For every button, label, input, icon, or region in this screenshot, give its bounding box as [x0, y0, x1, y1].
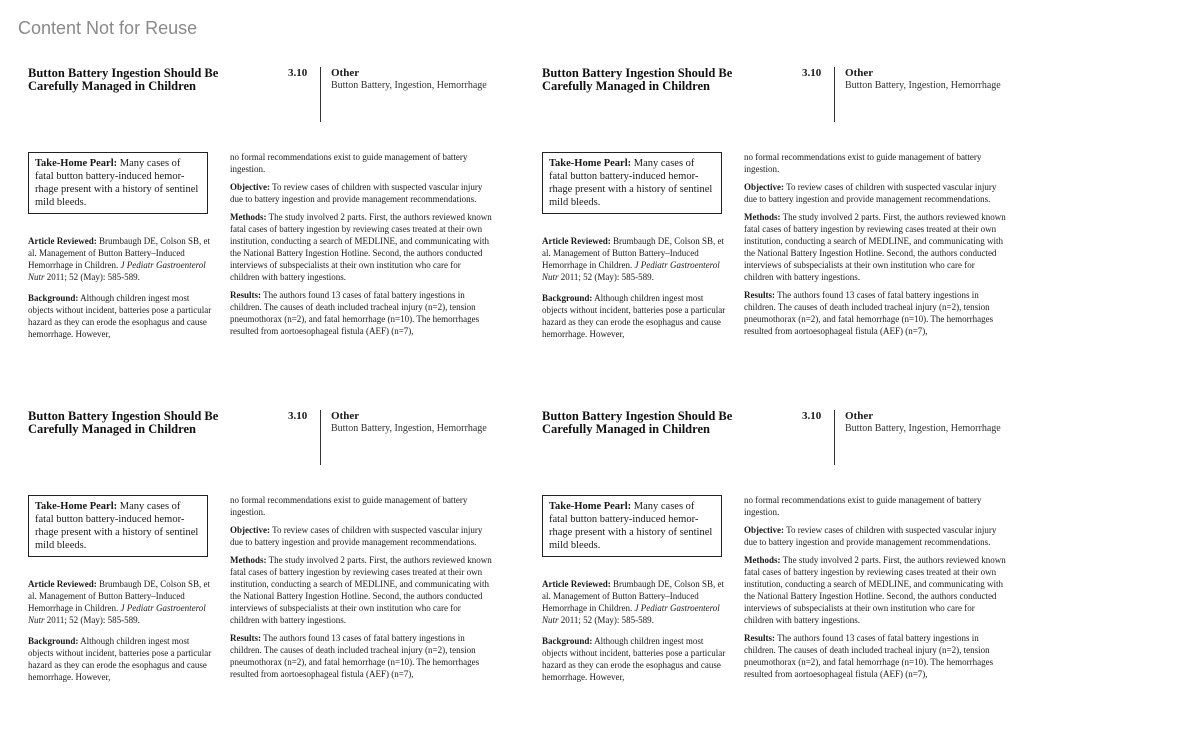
objective-text: To review cases of children with suspected vascular injury due to battery ingestion and provide management recommendations.	[744, 525, 997, 547]
take-home-pearl-box	[542, 152, 722, 214]
article-card	[542, 410, 1032, 710]
pearl-text: Many cases of fatal button battery-induced hemor-rhage present with a history of sentinel mild bleeds.	[35, 158, 199, 208]
card-keywords: Button Battery, Ingestion, Hemorrhage	[845, 423, 1001, 434]
watermark-text: Content Not for Reuse	[18, 18, 198, 38]
background-label: Background:	[28, 293, 79, 303]
article-text: Brumbaugh DE, Colson SB, et al. Management of Button Battery–Induced Hemorrhage in Children.	[542, 236, 724, 270]
header-divider	[320, 410, 321, 465]
left-column	[28, 578, 213, 692]
background-text: Although children ingest most objects without incident, batteries pose a particular hazard as they can erode the esophagus and cause hemorrhage. However,	[542, 636, 726, 682]
objective-paragraph	[744, 524, 1006, 548]
article-journal: J Pediatr Gastroenterol Nutr	[542, 260, 720, 282]
card-number: 3.10	[288, 67, 308, 79]
background-paragraph	[542, 292, 727, 340]
article-text: Brumbaugh DE, Colson SB, et al. Management of Button Battery–Induced Hemorrhage in Children.	[28, 579, 210, 613]
header-divider	[320, 67, 321, 122]
right-column	[230, 494, 492, 686]
right-column	[744, 151, 1006, 343]
card-category: Other	[331, 67, 360, 79]
pearl-text: Many cases of fatal button battery-induced hemor-rhage present with a history of sentinel mild bleeds.	[35, 501, 199, 551]
right-column	[744, 494, 1006, 686]
pearl-label: Take-Home Pearl:	[35, 158, 118, 169]
intro-paragraph: no formal recommendations exist to guide management of battery ingestion.	[744, 152, 982, 174]
methods-text: The study involved 2 parts. First, the authors reviewed known fatal cases of battery ingestion by reviewing cases treated at their own institution, conducting a search of MEDLINE, and communicating with the National Battery Ingestion Hotline. Second, the authors conducted interviews of subspecialists at their own institution who care for children with battery ingestions.	[744, 212, 1006, 282]
header-divider	[834, 67, 835, 122]
card-category: Other	[331, 410, 360, 422]
card-title: Button Battery Ingestion Should Be Carefully Managed in Children	[542, 409, 733, 436]
methods-text: The study involved 2 parts. First, the authors reviewed known fatal cases of battery ingestion by reviewing cases treated at their own institution, conducting a search of MEDLINE, and communicating with the National Battery Ingestion Hotline. Second, the authors conducted interviews of subspecialists at their own institution who care for children with battery ingestions.	[744, 555, 1006, 625]
left-column	[542, 235, 727, 349]
article-tail: 2011; 52 (May): 585-589.	[558, 272, 654, 282]
results-label: Results:	[230, 633, 261, 643]
results-text: The authors found 13 cases of fatal battery ingestions in children. The causes of death included tracheal injury (n=2), tension pneumothorax (n=2), and fatal hemorrhage (n=10). The hemorrhages resulted from aortoesophageal fistula (AEF) (n=7),	[230, 290, 480, 336]
article-reviewed	[28, 578, 213, 626]
take-home-pearl-box	[542, 495, 722, 557]
right-column	[230, 151, 492, 343]
results-text: The authors found 13 cases of fatal battery ingestions in children. The causes of death included tracheal injury (n=2), tension pneumothorax (n=2), and fatal hemorrhage (n=10). The hemorrhages resulted from aortoesophageal fistula (AEF) (n=7),	[744, 290, 994, 336]
objective-text: To review cases of children with suspected vascular injury due to battery ingestion and provide management recommendations.	[230, 525, 483, 547]
results-paragraph	[230, 632, 492, 680]
left-column	[542, 578, 727, 692]
article-tail: 2011; 52 (May): 585-589.	[558, 615, 654, 625]
card-title: Button Battery Ingestion Should Be Carefully Managed in Children	[542, 66, 733, 93]
results-text: The authors found 13 cases of fatal battery ingestions in children. The causes of death included tracheal injury (n=2), tension pneumothorax (n=2), and fatal hemorrhage (n=10). The hemorrhages resulted from aortoesophageal fistula (AEF) (n=7),	[230, 633, 480, 679]
results-paragraph	[744, 632, 1006, 680]
objective-text: To review cases of children with suspected vascular injury due to battery ingestion and provide management recommendations.	[230, 182, 483, 204]
background-label: Background:	[542, 636, 593, 646]
background-paragraph	[28, 292, 213, 340]
background-paragraph	[542, 635, 727, 683]
left-column	[28, 235, 213, 349]
article-label: Article Reviewed:	[542, 579, 611, 589]
card-keywords: Button Battery, Ingestion, Hemorrhage	[331, 80, 487, 91]
pearl-text: Many cases of fatal button battery-induced hemor-rhage present with a history of sentinel mild bleeds.	[549, 158, 713, 208]
article-label: Article Reviewed:	[28, 579, 97, 589]
background-label: Background:	[28, 636, 79, 646]
article-tail: 2011; 52 (May): 585-589.	[44, 272, 140, 282]
background-text: Although children ingest most objects without incident, batteries pose a particular hazard as they can erode the esophagus and cause hemorrhage. However,	[28, 293, 212, 339]
objective-paragraph	[230, 524, 492, 548]
objective-label: Objective:	[230, 182, 270, 192]
methods-label: Methods:	[230, 212, 267, 222]
card-keywords: Button Battery, Ingestion, Hemorrhage	[331, 423, 487, 434]
results-paragraph	[230, 289, 492, 337]
article-journal: J Pediatr Gastroenterol Nutr	[28, 260, 206, 282]
header-divider	[834, 410, 835, 465]
article-journal: J Pediatr Gastroenterol Nutr	[28, 603, 206, 625]
methods-label: Methods:	[230, 555, 267, 565]
card-category: Other	[845, 67, 874, 79]
card-keywords: Button Battery, Ingestion, Hemorrhage	[845, 80, 1001, 91]
results-label: Results:	[230, 290, 261, 300]
objective-paragraph	[230, 181, 492, 205]
article-reviewed	[542, 235, 727, 283]
results-paragraph	[744, 289, 1006, 337]
take-home-pearl-box	[28, 495, 208, 557]
intro-paragraph: no formal recommendations exist to guide management of battery ingestion.	[230, 152, 468, 174]
card-number: 3.10	[288, 410, 308, 422]
article-journal: J Pediatr Gastroenterol Nutr	[542, 603, 720, 625]
methods-paragraph	[230, 554, 492, 626]
background-text: Although children ingest most objects without incident, batteries pose a particular hazard as they can erode the esophagus and cause hemorrhage. However,	[542, 293, 726, 339]
pearl-label: Take-Home Pearl:	[549, 501, 632, 512]
article-card	[28, 410, 518, 710]
methods-paragraph	[744, 211, 1006, 283]
card-number: 3.10	[802, 67, 822, 79]
card-title: Button Battery Ingestion Should Be Carefully Managed in Children	[28, 66, 219, 93]
methods-paragraph	[230, 211, 492, 283]
article-label: Article Reviewed:	[542, 236, 611, 246]
article-text: Brumbaugh DE, Colson SB, et al. Management of Button Battery–Induced Hemorrhage in Children.	[542, 579, 724, 613]
methods-paragraph	[744, 554, 1006, 626]
pearl-text: Many cases of fatal button battery-induced hemor-rhage present with a history of sentinel mild bleeds.	[549, 501, 713, 551]
methods-text: The study involved 2 parts. First, the authors reviewed known fatal cases of battery ingestion by reviewing cases treated at their own institution, conducting a search of MEDLINE, and communicating with the National Battery Ingestion Hotline. Second, the authors conducted interviews of subspecialists at their own institution who care for children with battery ingestions.	[230, 212, 492, 282]
article-reviewed	[28, 235, 213, 283]
background-paragraph	[28, 635, 213, 683]
pearl-label: Take-Home Pearl:	[549, 158, 632, 169]
article-card	[28, 67, 518, 367]
article-reviewed	[542, 578, 727, 626]
methods-text: The study involved 2 parts. First, the authors reviewed known fatal cases of battery ingestion by reviewing cases treated at their own institution, conducting a search of MEDLINE, and communicating with the National Battery Ingestion Hotline. Second, the authors conducted interviews of subspecialists at their own institution who care for children with battery ingestions.	[230, 555, 492, 625]
article-label: Article Reviewed:	[28, 236, 97, 246]
methods-label: Methods:	[744, 555, 781, 565]
card-title: Button Battery Ingestion Should Be Carefully Managed in Children	[28, 409, 219, 436]
intro-paragraph: no formal recommendations exist to guide management of battery ingestion.	[230, 495, 468, 517]
intro-paragraph: no formal recommendations exist to guide management of battery ingestion.	[744, 495, 982, 517]
take-home-pearl-box	[28, 152, 208, 214]
results-label: Results:	[744, 633, 775, 643]
article-card	[542, 67, 1032, 367]
article-text: Brumbaugh DE, Colson SB, et al. Management of Button Battery–Induced Hemorrhage in Children.	[28, 236, 210, 270]
objective-text: To review cases of children with suspected vascular injury due to battery ingestion and provide management recommendations.	[744, 182, 997, 204]
objective-label: Objective:	[230, 525, 270, 535]
background-text: Although children ingest most objects without incident, batteries pose a particular hazard as they can erode the esophagus and cause hemorrhage. However,	[28, 636, 212, 682]
pearl-label: Take-Home Pearl:	[35, 501, 118, 512]
article-tail: 2011; 52 (May): 585-589.	[44, 615, 140, 625]
card-category: Other	[845, 410, 874, 422]
objective-label: Objective:	[744, 182, 784, 192]
results-label: Results:	[744, 290, 775, 300]
card-number: 3.10	[802, 410, 822, 422]
objective-label: Objective:	[744, 525, 784, 535]
results-text: The authors found 13 cases of fatal battery ingestions in children. The causes of death included tracheal injury (n=2), tension pneumothorax (n=2), and fatal hemorrhage (n=10). The hemorrhages resulted from aortoesophageal fistula (AEF) (n=7),	[744, 633, 994, 679]
methods-label: Methods:	[744, 212, 781, 222]
objective-paragraph	[744, 181, 1006, 205]
background-label: Background:	[542, 293, 593, 303]
